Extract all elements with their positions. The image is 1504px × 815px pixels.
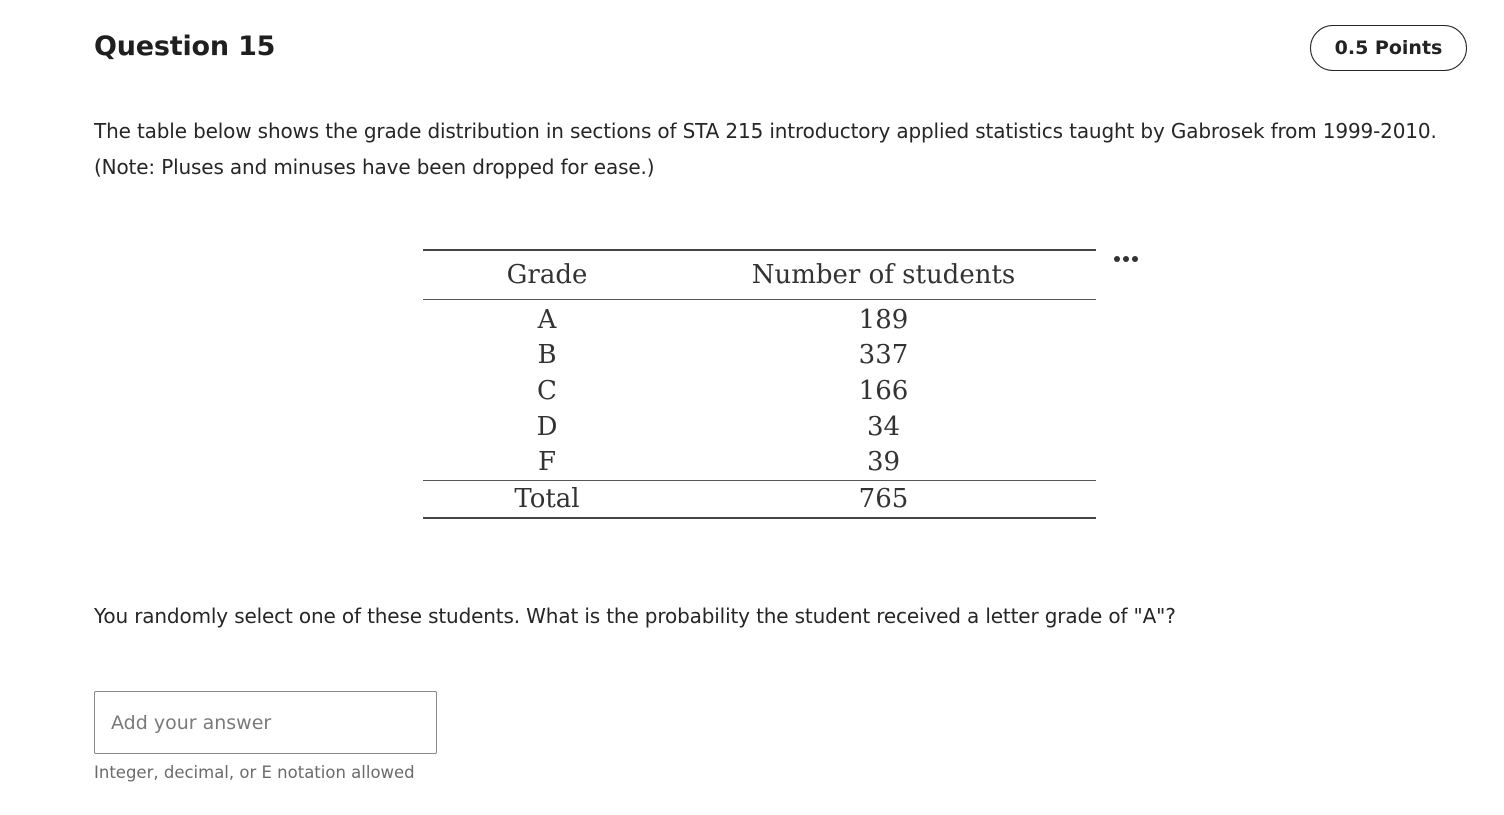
count-cell: 34 — [866, 411, 901, 442]
header-grade: Grade — [423, 250, 671, 300]
total-count: 765 — [671, 480, 1096, 518]
more-horizontal-icon[interactable] — [1110, 248, 1142, 270]
grade-cell: A — [537, 304, 557, 335]
count-cell: 166 — [858, 375, 909, 406]
points-badge: 0.5 Points — [1310, 25, 1467, 71]
answer-input[interactable] — [94, 691, 437, 754]
count-cell: 337 — [858, 340, 909, 371]
question-stem: The table below shows the grade distribution in sections of STA 215 introductory applied statistics taught by Gabrosek from 1999-2010. (Note: Pluses and minuses have been dropped for ease.) — [94, 119, 1437, 179]
table-row — [423, 338, 1096, 374]
count-cell: 39 — [866, 447, 901, 478]
table-total-row — [423, 480, 1096, 518]
question-prompt: You randomly select one of these students. What is the probability the student received a letter grade of "A"? — [94, 604, 1176, 628]
total-label: Total — [423, 480, 671, 518]
table-row — [423, 444, 1096, 480]
grade-cell: F — [537, 447, 557, 478]
question-title: Question 15 — [94, 31, 276, 62]
table-header-row — [423, 250, 1096, 300]
grade-cell: C — [537, 375, 557, 406]
table-row — [423, 300, 1096, 338]
count-cell: 189 — [858, 304, 909, 335]
grade-distribution-table — [423, 249, 1096, 519]
table-row — [423, 409, 1096, 445]
grade-cell: D — [536, 411, 558, 442]
grade-cell: B — [537, 340, 557, 371]
answer-format-hint: Integer, decimal, or E notation allowed — [94, 763, 415, 782]
header-number-of-students: Number of students — [671, 250, 1096, 300]
table-row — [423, 373, 1096, 409]
